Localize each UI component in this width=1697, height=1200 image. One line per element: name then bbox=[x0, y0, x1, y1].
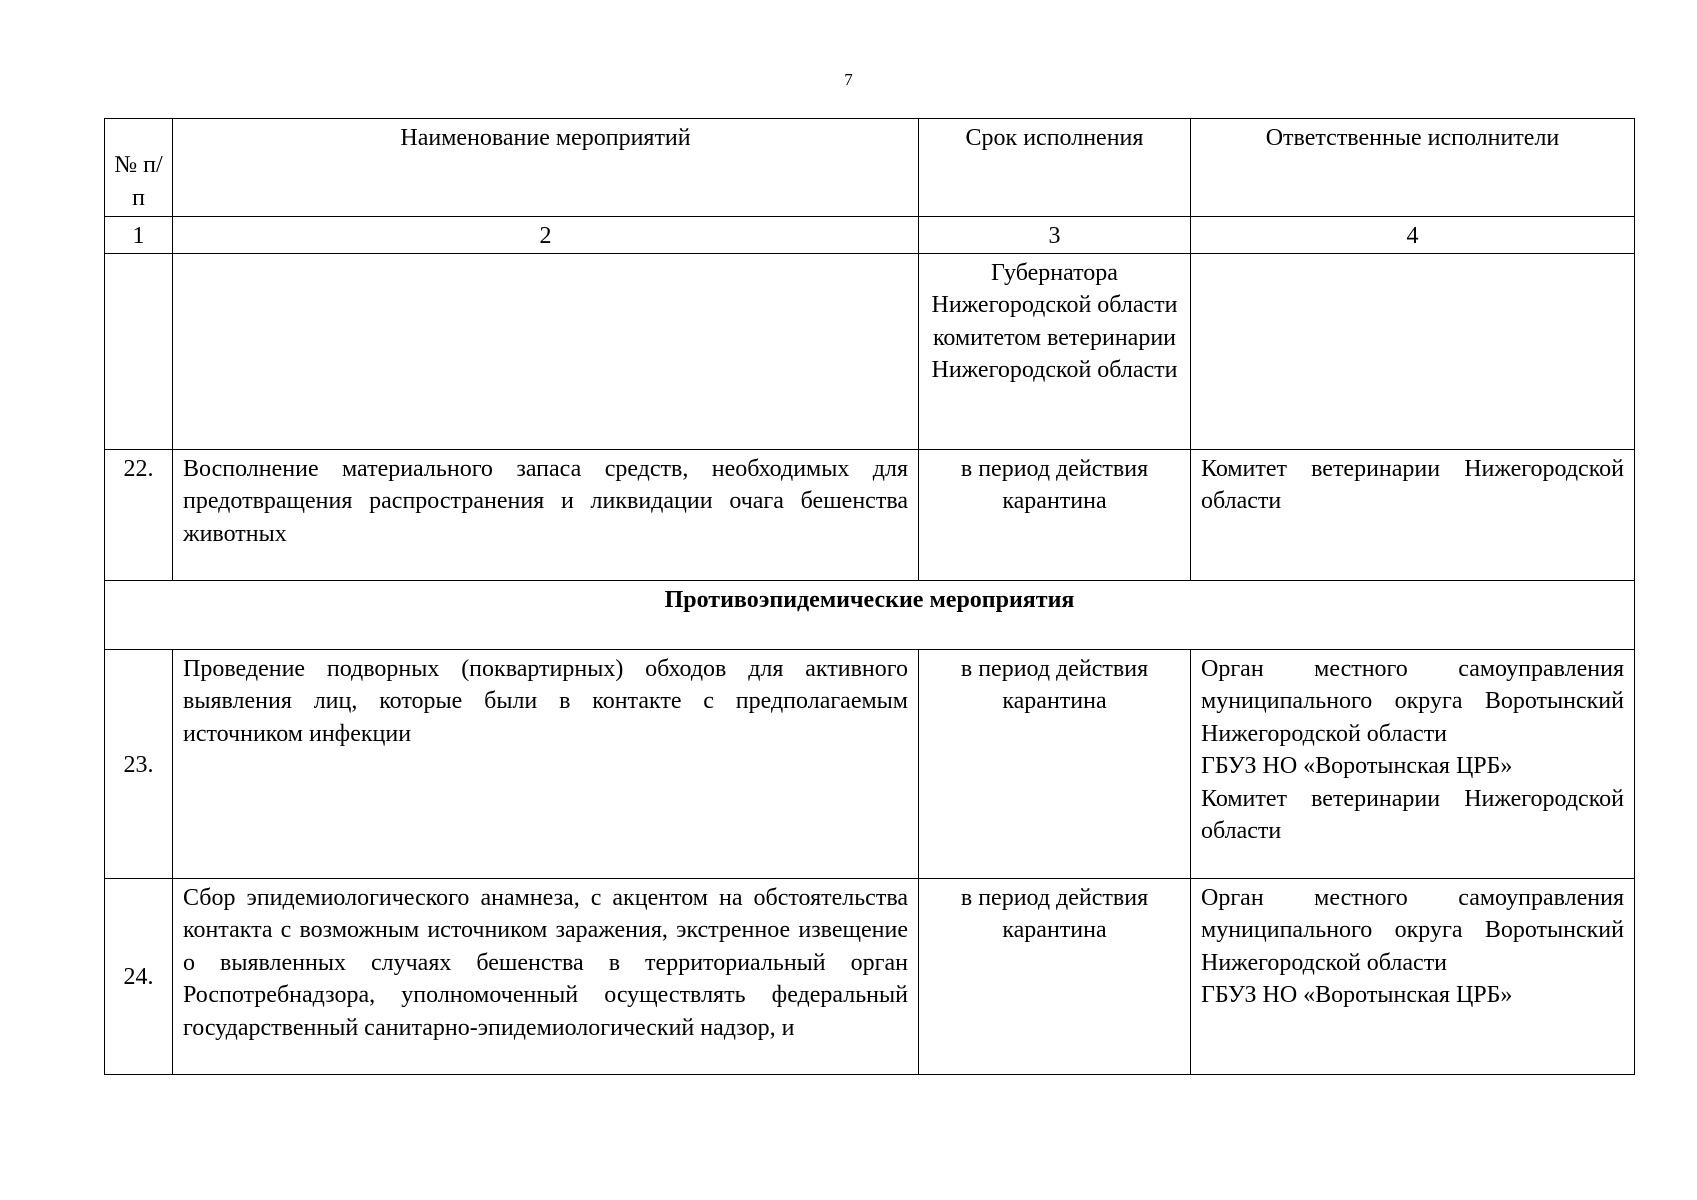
responsible-line: Комитет ветеринарии Нижегородской области bbox=[1201, 785, 1624, 844]
measure-cell: Проведение подворных (поквартирных) обходов для активного выявления лиц, которые были в контакте с предполагаемым источником инфекции bbox=[173, 649, 919, 878]
empty-cell bbox=[1191, 253, 1635, 449]
table-row bbox=[105, 878, 1635, 1074]
table-row bbox=[105, 449, 1635, 580]
responsible-line: ГБУЗ НО «Воротынская ЦРБ» bbox=[1201, 982, 1513, 1008]
responsible-cell bbox=[1191, 649, 1635, 878]
responsible-cell: Комитет ветеринарии Нижегородской области bbox=[1191, 449, 1635, 580]
column-numbers-row bbox=[105, 217, 1635, 254]
header-responsible: Ответственные исполнители bbox=[1191, 119, 1635, 217]
responsible-line: Орган местного самоуправления муниципального округа Воротынский Нижегородской области bbox=[1201, 884, 1624, 976]
section-row bbox=[105, 580, 1635, 649]
header-measures: Наименование мероприятий bbox=[173, 119, 919, 217]
column-number: 3 bbox=[919, 217, 1191, 254]
column-number: 4 bbox=[1191, 217, 1635, 254]
empty-cell bbox=[173, 253, 919, 449]
term-cell: в период действия карантина bbox=[919, 878, 1191, 1074]
measure-cell: Восполнение материального запаса средств, необходимых для предотвращения распространения и ликвидации очага бешенства животных bbox=[173, 449, 919, 580]
measures-table bbox=[104, 118, 1635, 1075]
column-number: 2 bbox=[173, 217, 919, 254]
responsible-line: ГБУЗ НО «Воротынская ЦРБ» bbox=[1201, 753, 1513, 779]
table-header-row bbox=[105, 119, 1635, 217]
table-row bbox=[105, 649, 1635, 878]
row-number: 23. bbox=[105, 649, 173, 878]
header-term: Срок исполнения bbox=[919, 119, 1191, 217]
row-number: 22. bbox=[105, 449, 173, 580]
row-number: 24. bbox=[105, 878, 173, 1074]
term-cell: в период действия карантина bbox=[919, 449, 1191, 580]
term-cell: в период действия карантина bbox=[919, 649, 1191, 878]
table-row bbox=[105, 253, 1635, 449]
responsible-line: Орган местного самоуправления муниципального округа Воротынский Нижегородской области bbox=[1201, 655, 1624, 747]
header-number: № п/п bbox=[105, 119, 173, 217]
page-number: 7 bbox=[844, 70, 853, 89]
section-title: Противоэпидемические мероприятия bbox=[105, 580, 1635, 649]
term-cell: Губернатора Нижегородской области комитетом ветеринарии Нижегородской области bbox=[919, 253, 1191, 449]
column-number: 1 bbox=[105, 217, 173, 254]
empty-cell bbox=[105, 253, 173, 449]
measure-cell: Сбор эпидемиологического анамнеза, с акцентом на обстоятельства контакта с возможным источником заражения, экстренное извещение о выявленных случаях бешенства в территориальный орган Роспотребнадзора, уполномоченный осуществлять федеральный государственный санитарно-эпидемиологический надзор, и bbox=[173, 878, 919, 1074]
responsible-cell bbox=[1191, 878, 1635, 1074]
